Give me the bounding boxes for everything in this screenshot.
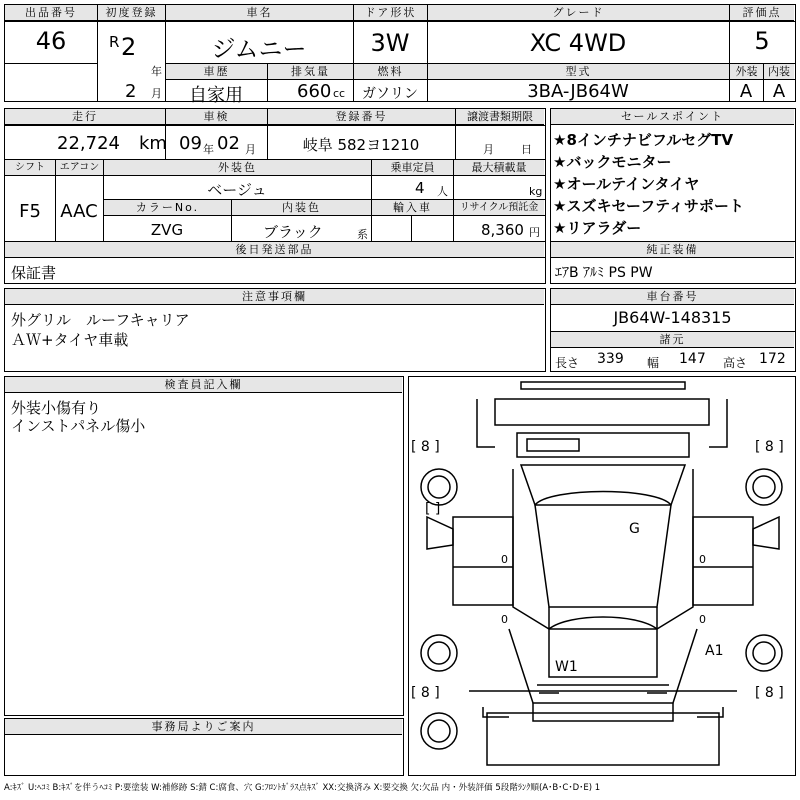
inspection-year-unit: 年	[203, 143, 214, 156]
year-unit: 年	[151, 65, 162, 78]
month-value: 2	[125, 81, 137, 102]
first-reg-label: 初度登録	[98, 5, 165, 21]
capacity-value: 4	[415, 179, 425, 197]
mark-w1: W1	[555, 659, 578, 675]
int-color-label: 内装色	[232, 200, 371, 216]
notes-block	[4, 288, 546, 372]
equipment-value: ｴｱB ｱﾙﾐ PS PW	[555, 265, 653, 281]
lot-label: 出品番号	[5, 5, 97, 21]
color-no-value: ZVG	[150, 221, 184, 239]
mileage-unit: km	[139, 133, 167, 154]
door-value: 3W	[370, 29, 410, 57]
transfer-month-unit: 月	[483, 143, 494, 156]
door-label: ドア形状	[354, 5, 427, 21]
recycle-label: リサイクル預託金	[454, 200, 544, 216]
car-diagram	[408, 376, 796, 776]
notes-line: 外グリル ルーフキャリア	[11, 311, 190, 329]
inspector-line: 外装小傷有り	[11, 399, 102, 417]
recycle-value: 8,360	[481, 221, 524, 239]
era-letter: R	[109, 33, 120, 51]
notes-label: 注意事項欄	[5, 289, 544, 305]
mark-zero: 0	[501, 613, 508, 626]
history-label: 車歴	[166, 64, 267, 80]
fuel-value: ガソリン	[362, 86, 418, 102]
int-color-unit: 系	[357, 228, 368, 241]
mark-g: G	[629, 521, 640, 537]
capacity-unit: 人	[437, 185, 448, 198]
office-block	[4, 718, 404, 776]
details-block	[4, 108, 546, 284]
tire-mark-front-left: [ 8 ]	[411, 439, 440, 455]
car-name-value: ジムニー	[211, 35, 307, 63]
inspection-month: 02	[217, 133, 240, 154]
sales-point: ★バックモニター	[553, 153, 672, 171]
mileage-label: 走行	[5, 109, 165, 125]
tire-mark-rear-left: [ 8 ]	[411, 685, 440, 701]
tire-mark-rear-right: [ 8 ]	[755, 685, 784, 701]
width-value: 147	[679, 351, 706, 367]
exterior-value: A	[739, 81, 753, 102]
score-label: 評価点	[730, 5, 794, 21]
office-label: 事務局よりご案内	[5, 719, 402, 735]
inspection-year: 09	[179, 133, 202, 154]
fuel-label: 燃料	[354, 64, 427, 80]
reg-no-label: 登録番号	[268, 109, 455, 125]
sales-point: ★8インチナビフルセグTV	[553, 131, 734, 149]
car-outline	[409, 377, 794, 774]
inspector-line: インストパネル傷小	[11, 417, 146, 435]
inspector-block	[4, 376, 404, 716]
recycle-unit: 円	[529, 226, 540, 239]
displacement-unit: cc	[333, 87, 346, 100]
mark-zero: 0	[699, 553, 706, 566]
mark-zero: 0	[699, 613, 706, 626]
sales-points-label: セールスポイント	[551, 109, 794, 125]
sales-point: ★オールテインタイヤ	[553, 175, 700, 193]
chassis-block	[550, 288, 796, 372]
ext-color-label: 外装色	[104, 160, 371, 176]
later-parts-value: 保証書	[11, 264, 57, 282]
year-value: 2	[121, 33, 137, 61]
inspector-label: 検査員記入欄	[5, 377, 402, 393]
color-no-label: カラーNo.	[104, 200, 231, 216]
sales-point: ★リアラダー	[553, 219, 642, 237]
tire-mark-front-right: [ 8 ]	[755, 439, 784, 455]
sales-points-block	[550, 108, 796, 284]
notes-line: ＡＷ+タイヤ車載	[11, 331, 129, 349]
mark-a1: A1	[705, 643, 724, 659]
int-color-value: ブラック	[263, 223, 323, 241]
month-unit: 月	[151, 87, 162, 100]
displacement-value: 660	[297, 81, 332, 102]
footer-legend: A:ｷｽﾞ U:ﾍｺﾐ B:ｷｽﾞを伴うﾍｺﾐ P:要塗装 W:補修跡 S:錆 C:腐食、穴 G:ﾌﾛﾝﾄｶﾞﾗｽ点ｷｽﾞ XX:交換済み X:要交換 欠:欠品 内・外装評価 5段階ﾗﾝｸ順(A･B･C･D･E) 1	[4, 783, 601, 793]
mileage-value: 22,724	[57, 133, 120, 154]
model-value: 3BA-JB64W	[527, 81, 629, 102]
grade-value: XC 4WD	[529, 29, 627, 57]
header-block	[4, 4, 796, 106]
car-name-label: 車名	[166, 5, 353, 21]
later-parts-label: 後日発送部品	[5, 242, 544, 258]
grade-label: グレード	[428, 5, 729, 21]
score-value: 5	[754, 27, 770, 55]
ac-value: AAC	[60, 201, 98, 222]
displacement-label: 排気量	[268, 64, 353, 80]
interior-label: 内装	[764, 64, 794, 80]
lot-value: 46	[35, 27, 67, 55]
history-value: 自家用	[189, 85, 243, 106]
exterior-label: 外装	[730, 64, 763, 80]
reg-no-value: 岐阜 582ヨ1210	[302, 136, 420, 154]
max-load-label: 最大積載量	[454, 160, 544, 176]
chassis-label: 車台番号	[551, 289, 794, 305]
length-label: 長さ	[555, 356, 580, 370]
ext-color-value: ベージュ	[207, 181, 267, 199]
inspection-label: 車検	[166, 109, 267, 125]
ac-label: エアコン	[56, 160, 103, 176]
height-value: 172	[759, 351, 786, 367]
inspection-month-unit: 月	[245, 143, 256, 156]
chassis-value: JB64W-148315	[613, 308, 732, 327]
interior-value: A	[772, 81, 786, 102]
height-label: 高さ	[723, 356, 748, 370]
equipment-label: 純正装備	[551, 242, 794, 258]
model-label: 型式	[428, 64, 729, 80]
shift-label: シフト	[5, 160, 55, 176]
shift-value: F5	[19, 201, 41, 222]
length-value: 339	[597, 351, 624, 367]
transfer-label: 譲渡書類期限	[456, 109, 544, 125]
tire-mark-spare: [ ]	[425, 501, 441, 517]
capacity-label: 乗車定員	[372, 160, 453, 176]
spec-label: 諸元	[551, 332, 794, 348]
width-label: 幅	[647, 356, 660, 370]
transfer-day-unit: 日	[521, 143, 532, 156]
max-load-unit: kg	[529, 185, 543, 198]
mark-zero: 0	[501, 553, 508, 566]
sales-point: ★スズキセーフティサポート	[553, 197, 744, 215]
import-label: 輸入車	[372, 200, 453, 216]
